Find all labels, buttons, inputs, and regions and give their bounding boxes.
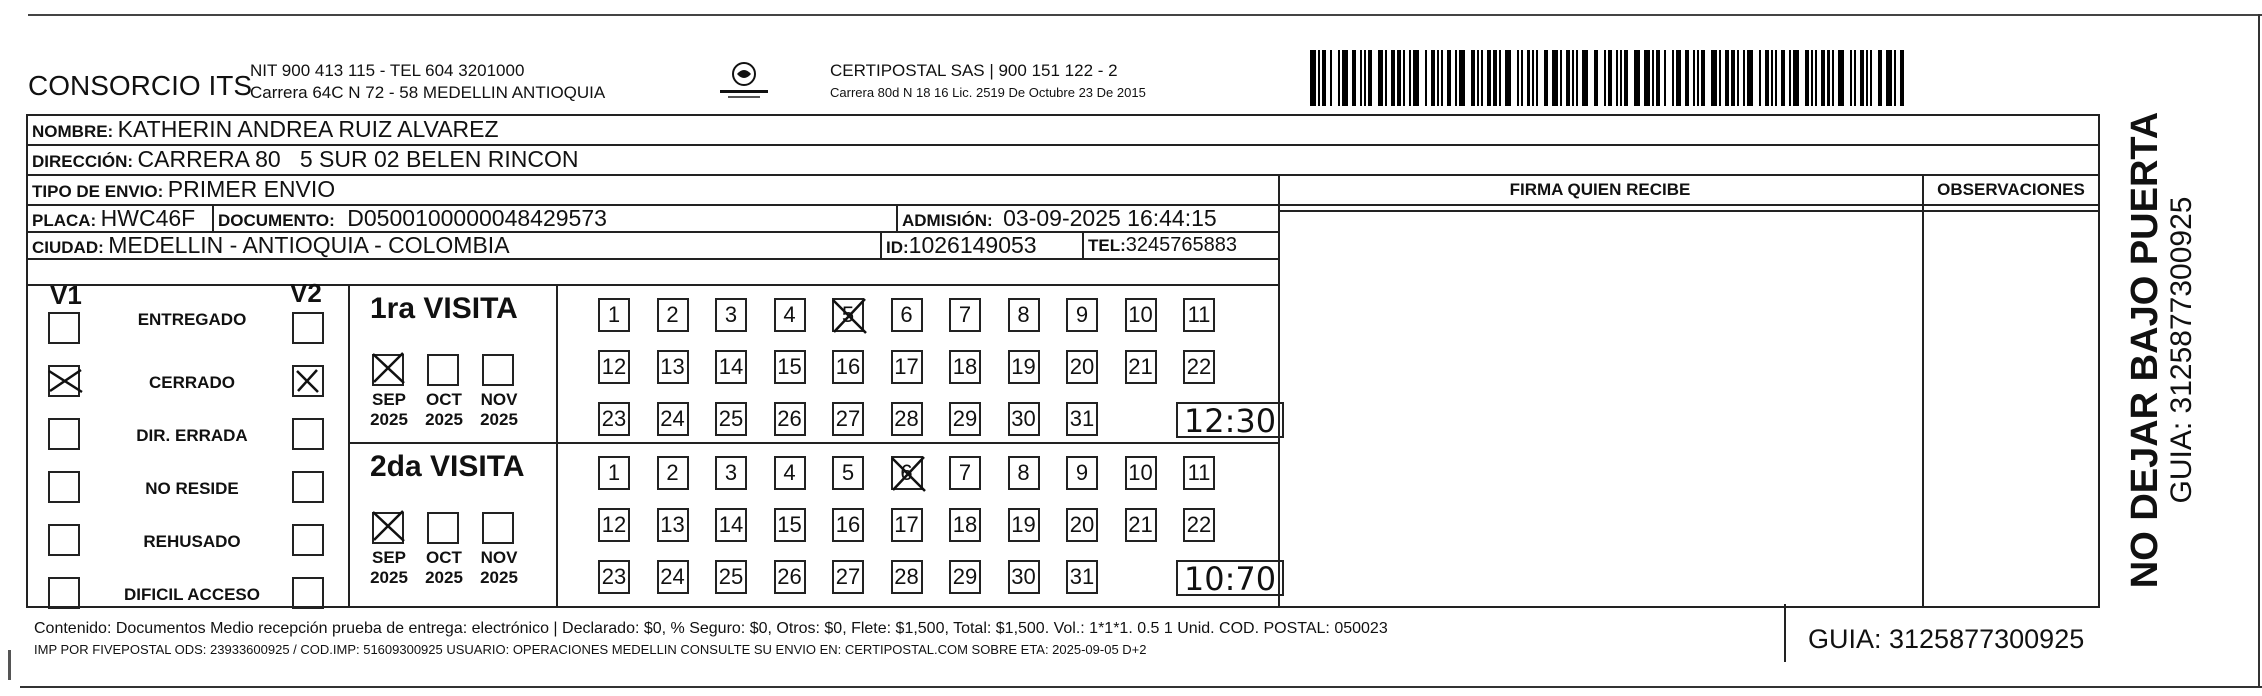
barcode-bar	[1378, 50, 1384, 106]
barcode-bar	[1634, 50, 1640, 106]
ciudad-value: MEDELLIN - ANTIOQUIA - COLOMBIA	[108, 232, 510, 258]
tipo-row	[32, 176, 335, 203]
day-box-11[interactable]: 11	[1183, 456, 1215, 490]
day-box-21[interactable]: 21	[1125, 508, 1157, 542]
barcode-bar	[1886, 50, 1892, 106]
month-year: 2025	[480, 410, 518, 429]
barcode-bar	[1594, 50, 1598, 106]
barcode-bar	[1701, 50, 1705, 106]
row-divider	[28, 174, 2100, 176]
day-box-14[interactable]: 14	[715, 350, 747, 384]
month-checkbox-nov[interactable]	[482, 354, 514, 386]
status-label: NO RESIDE	[145, 479, 239, 498]
tipo-label: TIPO DE ENVIO:	[32, 182, 164, 201]
month-check-mark-icon	[370, 508, 408, 544]
barcode-bar	[1447, 50, 1451, 106]
col-divider	[1082, 231, 1084, 258]
direccion-label: DIRECCIÓN:	[32, 152, 134, 171]
day-box-20[interactable]: 20	[1066, 350, 1098, 384]
day-box-8[interactable]: 8	[1008, 456, 1040, 490]
barcode-bar	[1487, 50, 1491, 106]
ciudad-cell	[32, 232, 510, 259]
barcode-bar	[1697, 50, 1699, 106]
status-label: REHUSADO	[143, 532, 241, 551]
day-box-23[interactable]: 23	[598, 402, 630, 436]
month-year: 2025	[425, 410, 463, 429]
tel-value: 3245765883	[1125, 234, 1238, 256]
month-name: OCT	[426, 390, 462, 409]
month-name: NOV	[480, 548, 518, 567]
barcode-bar	[1364, 50, 1366, 106]
v1-checkbox-dificil-acceso[interactable]	[48, 577, 80, 609]
col-divider	[556, 284, 558, 606]
barcode-bar	[1397, 50, 1401, 106]
day-box-27[interactable]: 27	[832, 402, 864, 436]
certipostal-nit: CERTIPOSTAL SAS | 900 151 122 - 2	[830, 61, 1118, 80]
barcode-bar	[1850, 50, 1852, 106]
day-box-26[interactable]: 26	[774, 560, 806, 594]
day-box-27[interactable]: 27	[832, 560, 864, 594]
day-box-22[interactable]: 22	[1183, 508, 1215, 542]
barcode-bar	[1403, 50, 1405, 106]
month-label	[474, 390, 524, 430]
day-box-30[interactable]: 30	[1008, 560, 1040, 594]
footer-guia: GUIA: 3125877300925	[1808, 624, 2085, 654]
barcode-bar	[1860, 50, 1864, 106]
barcode-bar	[1413, 50, 1419, 106]
side-title: NO DEJAR BAJO PUERTA	[2124, 111, 2166, 589]
barcode-bar	[1330, 50, 1332, 106]
day-box-1[interactable]: 1	[598, 298, 630, 332]
id-label: ID:	[886, 238, 909, 257]
footer-impresion: IMP POR FIVEPOSTAL ODS: 23933600925 / COD.IMP: 51609300925 USUARIO: OPERACIONES MEDELLIN CONSULTE SU ENVIO EN: CERTIPOSTAL.COM SOBRE ETA: 2025-09-05 D+2	[34, 642, 1147, 657]
barcode-bar	[1318, 50, 1320, 106]
certipostal-license: Carrera 80d N 18 16 Lic. 2519 De Octubre 23 De 2015	[830, 85, 1146, 100]
barcode-bar	[1765, 50, 1769, 106]
barcode-bar	[1793, 50, 1799, 106]
month-checkbox-nov[interactable]	[482, 512, 514, 544]
barcode-bar	[1747, 50, 1753, 106]
v1-header: V1	[50, 280, 82, 310]
barcode-bar	[1481, 50, 1483, 106]
day-box-13[interactable]: 13	[657, 350, 689, 384]
day-box-2[interactable]: 2	[657, 456, 689, 490]
v2-checkbox-dificil-acceso[interactable]	[292, 577, 324, 609]
barcode-bar	[1437, 50, 1439, 106]
barcode-bar	[1878, 50, 1882, 106]
barcode	[1310, 50, 1906, 106]
day-box-25[interactable]: 25	[715, 560, 747, 594]
day-box-8[interactable]: 8	[1008, 298, 1040, 332]
day-box-1[interactable]: 1	[598, 456, 630, 490]
col-divider	[212, 204, 214, 231]
day-check-mark-icon	[830, 296, 870, 336]
admision-value: 03-09-2025 16:44:15	[1003, 205, 1217, 231]
status-label: CERRADO	[149, 373, 235, 392]
day-box-9[interactable]: 9	[1066, 298, 1098, 332]
documento-cell	[218, 205, 607, 232]
barcode-bar	[1656, 50, 1660, 106]
month-name: NOV	[480, 390, 518, 409]
ciudad-label: CIUDAD:	[32, 238, 104, 257]
barcode-bar	[1391, 50, 1395, 106]
day-box-12[interactable]: 12	[598, 350, 630, 384]
direccion-value: CARRERA 80 5 SUR 02 BELEN RINCON	[137, 146, 579, 172]
barcode-bar	[1832, 50, 1834, 106]
barcode-bar	[1459, 50, 1465, 106]
barcode-bar	[1385, 50, 1387, 106]
barcode-bar	[1866, 50, 1868, 106]
barcode-bar	[1731, 50, 1735, 106]
company-nit: NIT 900 413 115 - TEL 604 3201000	[250, 61, 525, 80]
col-divider	[880, 231, 882, 258]
admision-label: ADMISIÓN:	[902, 211, 993, 230]
day-box-14[interactable]: 14	[715, 508, 747, 542]
barcode-bar	[1425, 50, 1427, 106]
day-box-3[interactable]: 3	[715, 456, 747, 490]
barcode-bar	[1608, 50, 1612, 106]
placa-value: HWC46F	[100, 205, 196, 231]
side-guia: GUIA: 3125877300925	[2165, 196, 2198, 504]
month-label	[364, 390, 414, 430]
day-box-18[interactable]: 18	[949, 350, 981, 384]
admision-cell	[902, 205, 1217, 232]
month-checkbox-oct[interactable]	[427, 512, 459, 544]
barcode-bar	[1576, 50, 1578, 106]
day-box-7[interactable]: 7	[949, 298, 981, 332]
barcode-bar	[1471, 50, 1475, 106]
day-box-19[interactable]: 19	[1008, 350, 1040, 384]
visit-time[interactable]: 10:70	[1176, 560, 1284, 596]
col-divider	[896, 204, 898, 231]
col-divider	[1278, 174, 1280, 606]
day-box-31[interactable]: 31	[1066, 560, 1098, 594]
month-checkbox-oct[interactable]	[427, 354, 459, 386]
day-box-28[interactable]: 28	[891, 402, 923, 436]
nombre-row	[32, 116, 499, 143]
col-divider	[1922, 174, 1924, 606]
company-info	[250, 60, 605, 104]
day-box-29[interactable]: 29	[949, 560, 981, 594]
right-border	[2258, 14, 2260, 686]
id-value: 1026149053	[908, 232, 1037, 258]
direccion-row	[32, 146, 579, 173]
barcode-bar	[1827, 50, 1831, 106]
visit-title: 1ra VISITA	[370, 292, 518, 325]
firma-header: FIRMA QUIEN RECIBE	[1509, 180, 1691, 199]
nombre-value: KATHERIN ANDREA RUIZ ALVAREZ	[117, 116, 499, 142]
day-box-24[interactable]: 24	[657, 560, 689, 594]
barcode-bar	[1821, 50, 1825, 106]
day-box-30[interactable]: 30	[1008, 402, 1040, 436]
barcode-bar	[1552, 50, 1558, 106]
barcode-bar	[1527, 50, 1531, 106]
barcode-bar	[1644, 50, 1650, 106]
month-name: OCT	[426, 548, 462, 567]
barcode-bar	[1815, 50, 1817, 106]
day-box-5[interactable]: 5	[832, 456, 864, 490]
barcode-bar	[1759, 50, 1761, 106]
day-box-25[interactable]: 25	[715, 402, 747, 436]
barcode-bar	[1781, 50, 1785, 106]
barcode-bar	[1664, 50, 1666, 106]
barcode-bar	[1544, 50, 1548, 106]
footer-divider	[1784, 604, 1786, 662]
barcode-bar	[1499, 50, 1501, 106]
barcode-bar	[1572, 50, 1574, 106]
v2-checkbox-no-reside[interactable]	[292, 471, 324, 503]
day-box-26[interactable]: 26	[774, 402, 806, 436]
barcode-bar	[1737, 50, 1739, 106]
day-box-22[interactable]: 22	[1183, 350, 1215, 384]
barcode-bar	[1805, 50, 1809, 106]
day-box-29[interactable]: 29	[949, 402, 981, 436]
day-box-4[interactable]: 4	[774, 298, 806, 332]
v1-check-mark-icon	[46, 367, 86, 395]
day-box-9[interactable]: 9	[1066, 456, 1098, 490]
day-box-6[interactable]: 6	[891, 298, 923, 332]
month-year: 2025	[425, 568, 463, 587]
barcode-bar	[1854, 50, 1856, 106]
status-label: ENTREGADO	[137, 310, 247, 329]
barcode-bar	[1310, 50, 1316, 106]
barcode-bar	[1517, 50, 1519, 106]
barcode-bar	[1493, 50, 1497, 106]
day-box-15[interactable]: 15	[774, 508, 806, 542]
barcode-bar	[1743, 50, 1745, 106]
footer-contenido: Contenido: Documentos Medio recepción prueba de entrega: electrónico | Declarado: $0, % Seguro: $0, Otros: $0, Flete: $1,500, Total: $1,500. Vol.: 1*1*1. 0.5 1 Unid. COD. POSTAL: 050023	[34, 620, 1388, 637]
v2-checkbox-rehusado[interactable]	[292, 524, 324, 556]
day-box-7[interactable]: 7	[949, 456, 981, 490]
day-box-2[interactable]: 2	[657, 298, 689, 332]
day-box-19[interactable]: 19	[1008, 508, 1040, 542]
left-mark	[8, 650, 11, 680]
barcode-bar	[1693, 50, 1695, 106]
day-box-13[interactable]: 13	[657, 508, 689, 542]
barcode-bar	[1894, 50, 1896, 106]
v1-checkbox-dir-errada[interactable]	[48, 418, 80, 450]
day-box-11[interactable]: 11	[1183, 298, 1215, 332]
month-year: 2025	[370, 410, 408, 429]
day-box-18[interactable]: 18	[949, 508, 981, 542]
barcode-bar	[1811, 50, 1813, 106]
barcode-bar	[1431, 50, 1435, 106]
day-box-10[interactable]: 10	[1125, 456, 1157, 490]
day-box-21[interactable]: 21	[1125, 350, 1157, 384]
barcode-bar	[1672, 50, 1674, 106]
bottom-border	[20, 686, 2262, 688]
barcode-bar	[1360, 50, 1362, 106]
day-box-15[interactable]: 15	[774, 350, 806, 384]
barcode-bar	[1624, 50, 1628, 106]
certipostal-logo-icon	[716, 58, 772, 104]
observaciones-header: OBSERVACIONES	[1937, 180, 2085, 199]
barcode-bar	[1719, 50, 1721, 106]
month-year: 2025	[370, 568, 408, 587]
v1-checkbox-entregado[interactable]	[48, 312, 80, 344]
barcode-bar	[1582, 50, 1588, 106]
barcode-bar	[1789, 50, 1791, 106]
barcode-bar	[1441, 50, 1443, 106]
month-year: 2025	[480, 568, 518, 587]
placa-label: PLACA:	[32, 211, 97, 230]
barcode-bar	[1566, 50, 1570, 106]
barcode-bar	[1604, 50, 1606, 106]
day-box-4[interactable]: 4	[774, 456, 806, 490]
row-divider	[28, 284, 1278, 286]
barcode-bar	[1685, 50, 1689, 106]
month-check-mark-icon	[370, 350, 408, 386]
row-divider	[28, 606, 2100, 608]
barcode-bar	[1616, 50, 1618, 106]
barcode-bar	[1711, 50, 1717, 106]
documento-value: D0500100000048429573	[347, 205, 607, 231]
barcode-bar	[1342, 50, 1348, 106]
month-name: SEP	[371, 548, 407, 567]
barcode-bar	[1900, 50, 1904, 106]
day-box-17[interactable]: 17	[891, 508, 923, 542]
v1-checkbox-rehusado[interactable]	[48, 524, 80, 556]
month-name: SEP	[371, 390, 407, 409]
v2-check-mark-icon	[294, 367, 322, 395]
barcode-bar	[1322, 50, 1326, 106]
barcode-bar	[1620, 50, 1622, 106]
barcode-bar	[1725, 50, 1729, 106]
barcode-bar	[1455, 50, 1457, 106]
visit-time[interactable]: 12:30	[1176, 402, 1284, 438]
barcode-bar	[1870, 50, 1872, 106]
v2-checkbox-entregado[interactable]	[292, 312, 324, 344]
barcode-bar	[1521, 50, 1523, 106]
month-label	[419, 390, 469, 430]
top-border	[28, 14, 2262, 16]
barcode-bar	[1532, 50, 1534, 106]
barcode-bar	[1838, 50, 1844, 106]
day-box-17[interactable]: 17	[891, 350, 923, 384]
barcode-bar	[1368, 50, 1372, 106]
day-box-6[interactable]: 6	[891, 456, 923, 490]
certipostal-info	[830, 60, 1146, 104]
day-box-24[interactable]: 24	[657, 402, 689, 436]
day-box-23[interactable]: 23	[598, 560, 630, 594]
company-name: CONSORCIO ITS	[28, 70, 253, 101]
month-label	[364, 548, 414, 588]
v1-checkbox-no-reside[interactable]	[48, 471, 80, 503]
barcode-bar	[1338, 50, 1340, 106]
barcode-bar	[1676, 50, 1682, 106]
delivery-form	[26, 114, 2100, 608]
barcode-bar	[1409, 50, 1411, 106]
barcode-bar	[1771, 50, 1773, 106]
documento-label: DOCUMENTO:	[218, 211, 335, 230]
barcode-bar	[1505, 50, 1511, 106]
v2-header: V2	[290, 278, 322, 308]
month-label	[474, 548, 524, 588]
tel-label: TEL:	[1088, 236, 1126, 255]
day-box-16[interactable]: 16	[832, 508, 864, 542]
day-box-3[interactable]: 3	[715, 298, 747, 332]
day-box-12[interactable]: 12	[598, 508, 630, 542]
status-label: DIFICIL ACCESO	[123, 585, 260, 604]
company-address: Carrera 64C N 72 - 58 MEDELLIN ANTIOQUIA	[250, 83, 606, 102]
barcode-bar	[1775, 50, 1777, 106]
visit-title: 2da VISITA	[370, 450, 525, 483]
day-box-16[interactable]: 16	[832, 350, 864, 384]
day-box-28[interactable]: 28	[891, 560, 923, 594]
side-notice	[2125, 112, 2199, 588]
row-divider	[1278, 210, 2100, 212]
day-box-5[interactable]: 5	[832, 298, 864, 332]
day-box-31[interactable]: 31	[1066, 402, 1098, 436]
day-box-20[interactable]: 20	[1066, 508, 1098, 542]
barcode-bar	[1536, 50, 1538, 106]
col-divider	[348, 284, 350, 606]
barcode-bar	[1352, 50, 1356, 106]
status-label: DIR. ERRADA	[136, 426, 248, 445]
month-label	[419, 548, 469, 588]
placa-cell	[32, 205, 195, 232]
barcode-bar	[1560, 50, 1562, 106]
tipo-value: PRIMER ENVIO	[167, 176, 336, 202]
barcode-bar	[1477, 50, 1479, 106]
day-box-10[interactable]: 10	[1125, 298, 1157, 332]
barcode-bar	[1652, 50, 1654, 106]
row-divider	[348, 442, 1278, 444]
tel-cell	[1088, 234, 1237, 257]
nombre-label: NOMBRE:	[32, 122, 114, 141]
v2-checkbox-dir-errada[interactable]	[292, 418, 324, 450]
day-check-mark-icon	[889, 454, 929, 494]
id-cell	[886, 232, 1037, 259]
